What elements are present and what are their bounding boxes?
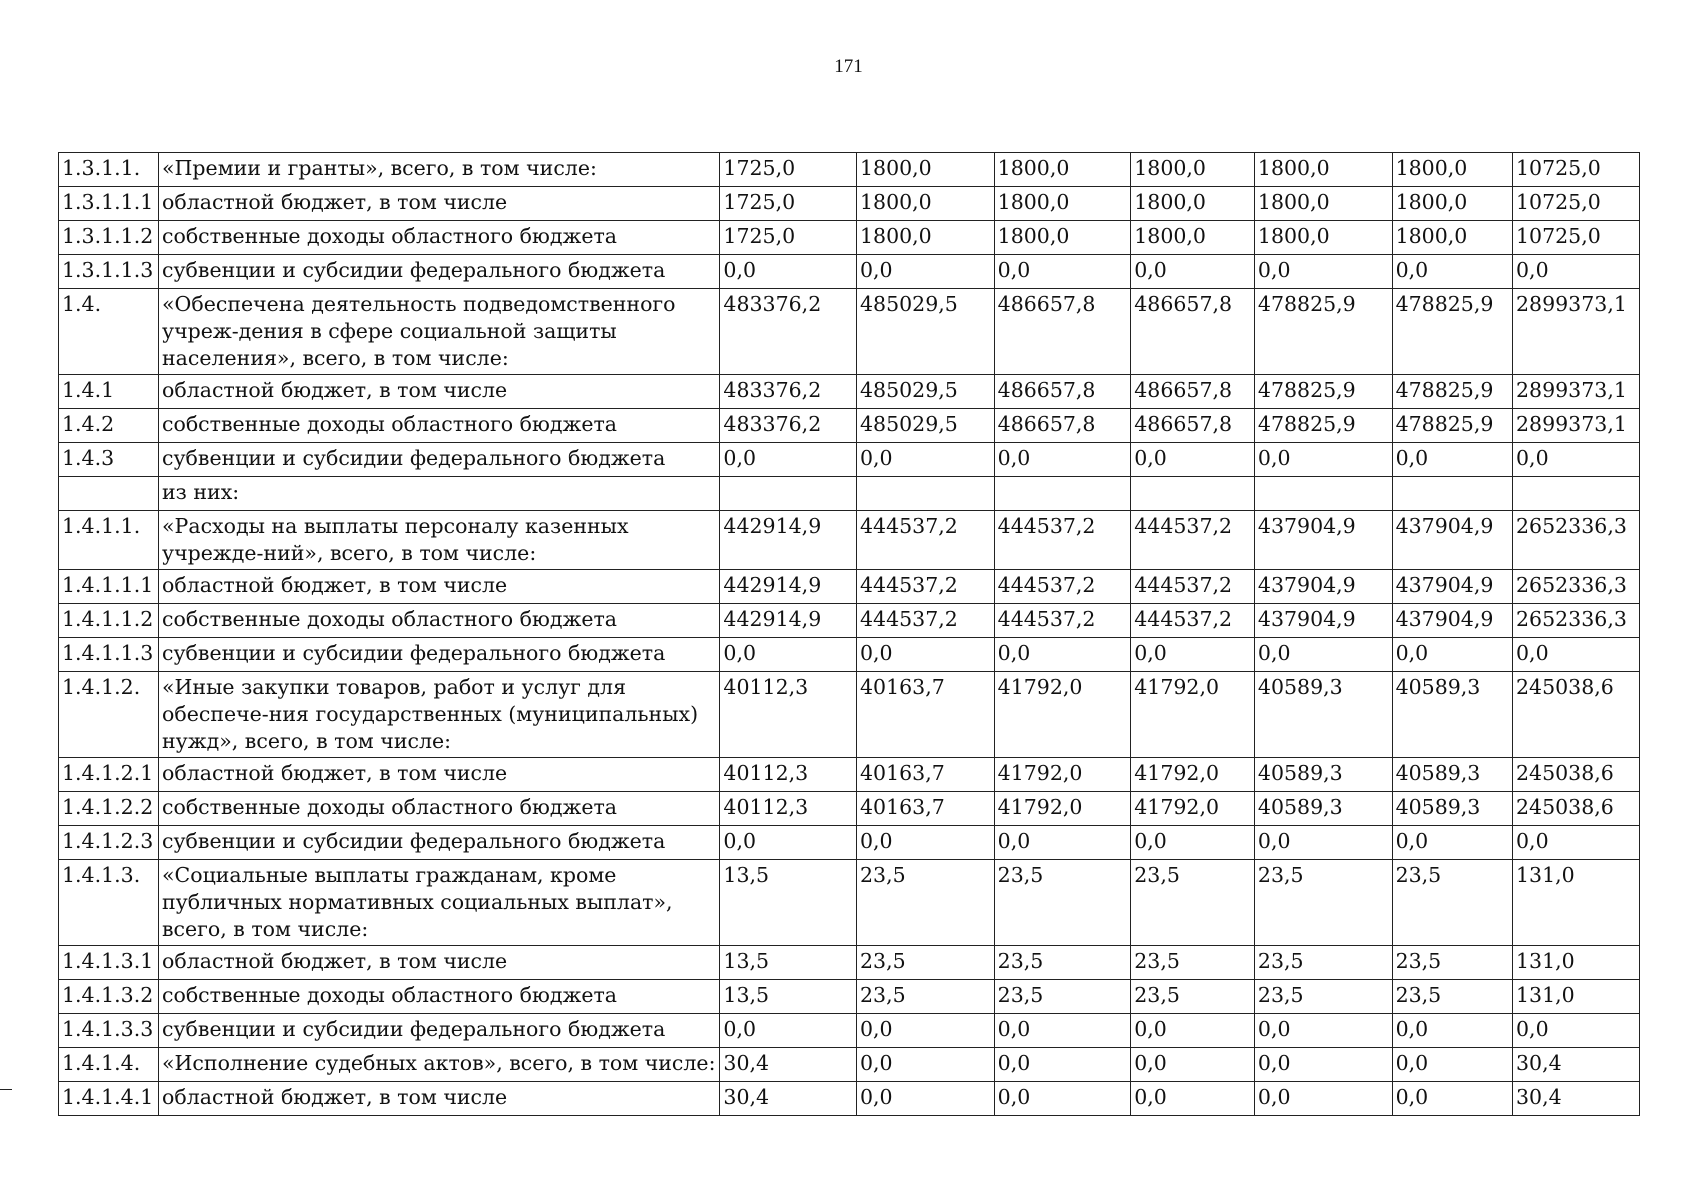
row-value (1513, 477, 1640, 511)
row-name: областной бюджет, в том числе (159, 187, 720, 221)
row-value: 0,0 (1392, 443, 1512, 477)
row-value: 0,0 (1254, 826, 1392, 860)
row-value: 30,4 (1513, 1048, 1640, 1082)
row-value: 1800,0 (1392, 153, 1512, 187)
row-value: 30,4 (720, 1048, 857, 1082)
row-name: субвенции и субсидии федерального бюджета (159, 255, 720, 289)
row-value: 1800,0 (857, 221, 995, 255)
row-value: 0,0 (857, 638, 995, 672)
row-value: 0,0 (994, 1082, 1131, 1116)
row-value: 0,0 (994, 1014, 1131, 1048)
row-value: 1800,0 (1392, 221, 1512, 255)
row-value: 40589,3 (1392, 758, 1512, 792)
row-value: 10725,0 (1513, 221, 1640, 255)
row-value (857, 477, 995, 511)
row-value (1254, 477, 1392, 511)
table-row (59, 153, 1640, 187)
row-value: 478825,9 (1392, 409, 1512, 443)
row-value: 0,0 (1392, 638, 1512, 672)
row-value: 1800,0 (1254, 153, 1392, 187)
row-value: 0,0 (720, 255, 857, 289)
row-value: 485029,5 (857, 289, 995, 375)
table-row (59, 511, 1640, 570)
row-value: 0,0 (1131, 1048, 1255, 1082)
row-value: 486657,8 (994, 409, 1131, 443)
row-code: 1.4.1.2.2 (59, 792, 159, 826)
row-value: 2899373,1 (1513, 289, 1640, 375)
row-value: 0,0 (1131, 826, 1255, 860)
row-value: 483376,2 (720, 409, 857, 443)
row-value: 131,0 (1513, 946, 1640, 980)
row-code: 1.4.1.3.1 (59, 946, 159, 980)
row-value: 442914,9 (720, 570, 857, 604)
row-value: 41792,0 (994, 792, 1131, 826)
row-value: 483376,2 (720, 375, 857, 409)
row-value: 0,0 (994, 826, 1131, 860)
row-value: 0,0 (1513, 443, 1640, 477)
row-name: областной бюджет, в том числе (159, 375, 720, 409)
row-value: 444537,2 (994, 604, 1131, 638)
row-value: 444537,2 (857, 570, 995, 604)
row-value: 245038,6 (1513, 792, 1640, 826)
table-row (59, 289, 1640, 375)
row-value: 41792,0 (994, 672, 1131, 758)
row-value: 23,5 (1131, 860, 1255, 946)
row-value: 437904,9 (1392, 570, 1512, 604)
row-value: 486657,8 (1131, 409, 1255, 443)
table-row (59, 860, 1640, 946)
row-value: 40589,3 (1254, 758, 1392, 792)
row-name: областной бюджет, в том числе (159, 946, 720, 980)
table-row (59, 638, 1640, 672)
row-name: «Обеспечена деятельность подведомственного учреж-дения в сфере социальной защиты населения», всего, в том числе: (159, 289, 720, 375)
table-row (59, 1014, 1640, 1048)
row-value: 0,0 (1131, 255, 1255, 289)
row-value: 0,0 (1254, 1048, 1392, 1082)
row-value: 0,0 (857, 1082, 995, 1116)
row-name: субвенции и субсидии федерального бюджета (159, 443, 720, 477)
row-value: 1800,0 (994, 153, 1131, 187)
table-row (59, 255, 1640, 289)
row-code: 1.4.1.3.3 (59, 1014, 159, 1048)
table-row (59, 443, 1640, 477)
table-row (59, 187, 1640, 221)
row-value: 23,5 (1131, 946, 1255, 980)
row-name: областной бюджет, в том числе (159, 758, 720, 792)
row-name: субвенции и субсидии федерального бюджета (159, 638, 720, 672)
row-code: 1.4.1.1. (59, 511, 159, 570)
row-value: 13,5 (720, 860, 857, 946)
row-value: 23,5 (1254, 980, 1392, 1014)
row-code: 1.4.1 (59, 375, 159, 409)
page-number: 171 (834, 56, 863, 77)
row-value: 1800,0 (1131, 221, 1255, 255)
row-value: 437904,9 (1254, 570, 1392, 604)
row-value: 0,0 (720, 443, 857, 477)
row-value: 40589,3 (1254, 672, 1392, 758)
row-value: 41792,0 (994, 758, 1131, 792)
row-value: 1800,0 (1254, 187, 1392, 221)
row-value: 444537,2 (1131, 570, 1255, 604)
row-value: 0,0 (1392, 1048, 1512, 1082)
row-value: 0,0 (1254, 443, 1392, 477)
row-value: 23,5 (994, 946, 1131, 980)
row-value: 0,0 (1392, 1014, 1512, 1048)
row-name: областной бюджет, в том числе (159, 570, 720, 604)
row-value: 0,0 (1254, 1014, 1392, 1048)
row-value: 444537,2 (994, 511, 1131, 570)
row-value: 40589,3 (1392, 672, 1512, 758)
row-code: 1.3.1.1.3 (59, 255, 159, 289)
row-value: 0,0 (857, 255, 995, 289)
row-value: 1800,0 (994, 187, 1131, 221)
row-value: 2899373,1 (1513, 409, 1640, 443)
row-value: 41792,0 (1131, 758, 1255, 792)
row-value: 2652336,3 (1513, 570, 1640, 604)
row-value: 0,0 (1392, 826, 1512, 860)
row-name: «Премии и гранты», всего, в том числе: (159, 153, 720, 187)
table-row (59, 980, 1640, 1014)
row-value: 2899373,1 (1513, 375, 1640, 409)
row-value: 0,0 (1392, 255, 1512, 289)
row-name: собственные доходы областного бюджета (159, 409, 720, 443)
row-value: 40163,7 (857, 672, 995, 758)
row-value: 2652336,3 (1513, 511, 1640, 570)
row-value: 437904,9 (1392, 604, 1512, 638)
row-value: 485029,5 (857, 375, 995, 409)
row-value (1392, 477, 1512, 511)
row-code: 1.4.1.3.2 (59, 980, 159, 1014)
row-value: 40589,3 (1392, 792, 1512, 826)
row-value: 0,0 (1131, 638, 1255, 672)
row-name: субвенции и субсидии федерального бюджета (159, 826, 720, 860)
row-value: 437904,9 (1254, 604, 1392, 638)
row-value: 437904,9 (1392, 511, 1512, 570)
row-value: 0,0 (994, 255, 1131, 289)
row-value: 40163,7 (857, 792, 995, 826)
row-name: собственные доходы областного бюджета (159, 604, 720, 638)
row-value: 1800,0 (1254, 221, 1392, 255)
row-value: 1725,0 (720, 187, 857, 221)
row-value: 23,5 (857, 946, 995, 980)
row-value (720, 477, 857, 511)
row-value: 0,0 (720, 638, 857, 672)
row-value: 10725,0 (1513, 153, 1640, 187)
row-value: 444537,2 (994, 570, 1131, 604)
row-value: 478825,9 (1392, 375, 1512, 409)
row-value: 23,5 (994, 860, 1131, 946)
row-value: 0,0 (994, 1048, 1131, 1082)
row-code: 1.4.2 (59, 409, 159, 443)
row-code: 1.4.1.1.1 (59, 570, 159, 604)
row-value: 0,0 (1513, 1014, 1640, 1048)
row-value: 1800,0 (1131, 187, 1255, 221)
row-code: 1.4. (59, 289, 159, 375)
row-value: 485029,5 (857, 409, 995, 443)
table-row (59, 1048, 1640, 1082)
row-value: 23,5 (1131, 980, 1255, 1014)
row-value: 486657,8 (1131, 289, 1255, 375)
row-code: 1.4.1.4.1 (59, 1082, 159, 1116)
row-value: 0,0 (1254, 638, 1392, 672)
table-row (59, 221, 1640, 255)
row-code: 1.4.1.2.3 (59, 826, 159, 860)
row-value: 0,0 (857, 1014, 995, 1048)
row-name: собственные доходы областного бюджета (159, 980, 720, 1014)
row-value: 0,0 (1513, 255, 1640, 289)
row-value: 30,4 (720, 1082, 857, 1116)
row-value: 40589,3 (1254, 792, 1392, 826)
row-value: 0,0 (857, 443, 995, 477)
row-value: 1800,0 (1392, 187, 1512, 221)
row-value: 444537,2 (1131, 604, 1255, 638)
row-name: областной бюджет, в том числе (159, 1082, 720, 1116)
row-value: 40112,3 (720, 758, 857, 792)
row-value: 23,5 (857, 860, 995, 946)
row-value: 0,0 (1254, 1082, 1392, 1116)
row-value (994, 477, 1131, 511)
row-code (59, 477, 159, 511)
row-code: 1.4.3 (59, 443, 159, 477)
row-code: 1.4.1.1.2 (59, 604, 159, 638)
row-value: 0,0 (857, 1048, 995, 1082)
row-name: «Иные закупки товаров, работ и услуг для обеспече-ния государственных (муниципальных) нужд», всего, в том числе: (159, 672, 720, 758)
row-value: 1800,0 (1131, 153, 1255, 187)
row-value: 0,0 (994, 443, 1131, 477)
row-value: 1800,0 (994, 221, 1131, 255)
row-value: 245038,6 (1513, 672, 1640, 758)
row-value: 23,5 (1392, 980, 1512, 1014)
row-value: 13,5 (720, 980, 857, 1014)
row-value: 2652336,3 (1513, 604, 1640, 638)
row-value: 444537,2 (857, 604, 995, 638)
row-name: собственные доходы областного бюджета (159, 221, 720, 255)
row-code: 1.3.1.1.1 (59, 187, 159, 221)
row-code: 1.4.1.4. (59, 1048, 159, 1082)
row-value: 41792,0 (1131, 672, 1255, 758)
row-name: собственные доходы областного бюджета (159, 792, 720, 826)
row-value: 0,0 (994, 638, 1131, 672)
row-value: 478825,9 (1392, 289, 1512, 375)
row-value: 0,0 (1131, 443, 1255, 477)
row-code: 1.3.1.1. (59, 153, 159, 187)
row-value: 0,0 (1513, 826, 1640, 860)
row-value: 23,5 (994, 980, 1131, 1014)
table-row (59, 826, 1640, 860)
row-value: 40112,3 (720, 792, 857, 826)
row-value: 23,5 (1254, 946, 1392, 980)
row-value: 486657,8 (1131, 375, 1255, 409)
row-name: «Расходы на выплаты персоналу казенных учрежде-ний», всего, в том числе: (159, 511, 720, 570)
row-value: 30,4 (1513, 1082, 1640, 1116)
table-row (59, 604, 1640, 638)
row-code: 1.4.1.2. (59, 672, 159, 758)
row-value: 23,5 (1254, 860, 1392, 946)
row-value: 1725,0 (720, 221, 857, 255)
row-code: 1.3.1.1.2 (59, 221, 159, 255)
row-value: 444537,2 (1131, 511, 1255, 570)
row-value: 13,5 (720, 946, 857, 980)
table-row (59, 946, 1640, 980)
budget-table (58, 152, 1640, 1116)
row-value: 478825,9 (1254, 289, 1392, 375)
row-name: «Социальные выплаты гражданам, кроме публичных нормативных социальных выплат», всего, в том числе: (159, 860, 720, 946)
table-row (59, 1082, 1640, 1116)
row-value: 478825,9 (1254, 375, 1392, 409)
row-value: 0,0 (1513, 638, 1640, 672)
table-row (59, 672, 1640, 758)
row-code: 1.4.1.3. (59, 860, 159, 946)
margin-mark (0, 1089, 12, 1090)
row-value: 0,0 (857, 826, 995, 860)
row-value: 23,5 (1392, 946, 1512, 980)
row-value: 0,0 (1254, 255, 1392, 289)
row-name: «Исполнение судебных актов», всего, в том числе: (159, 1048, 720, 1082)
row-value: 0,0 (1392, 1082, 1512, 1116)
table-row (59, 792, 1640, 826)
row-value: 23,5 (1392, 860, 1512, 946)
table-row (59, 375, 1640, 409)
row-value: 0,0 (1131, 1082, 1255, 1116)
table-row (59, 477, 1640, 511)
table-row (59, 758, 1640, 792)
row-code: 1.4.1.2.1 (59, 758, 159, 792)
row-value: 245038,6 (1513, 758, 1640, 792)
row-value: 41792,0 (1131, 792, 1255, 826)
row-value: 1725,0 (720, 153, 857, 187)
row-name: из них: (159, 477, 720, 511)
row-value: 483376,2 (720, 289, 857, 375)
row-value (1131, 477, 1255, 511)
table-body (59, 153, 1640, 1116)
row-value: 442914,9 (720, 604, 857, 638)
row-value: 131,0 (1513, 860, 1640, 946)
row-value: 0,0 (1131, 1014, 1255, 1048)
table-row (59, 570, 1640, 604)
row-value: 486657,8 (994, 289, 1131, 375)
row-value: 442914,9 (720, 511, 857, 570)
row-value: 131,0 (1513, 980, 1640, 1014)
table-row (59, 409, 1640, 443)
row-name: субвенции и субсидии федерального бюджета (159, 1014, 720, 1048)
row-value: 437904,9 (1254, 511, 1392, 570)
row-value: 40112,3 (720, 672, 857, 758)
row-value: 478825,9 (1254, 409, 1392, 443)
row-value: 23,5 (857, 980, 995, 1014)
row-value: 0,0 (720, 826, 857, 860)
row-value: 444537,2 (857, 511, 995, 570)
row-value: 486657,8 (994, 375, 1131, 409)
row-value: 10725,0 (1513, 187, 1640, 221)
row-value: 40163,7 (857, 758, 995, 792)
row-value: 1800,0 (857, 187, 995, 221)
row-code: 1.4.1.1.3 (59, 638, 159, 672)
row-value: 0,0 (720, 1014, 857, 1048)
row-value: 1800,0 (857, 153, 995, 187)
